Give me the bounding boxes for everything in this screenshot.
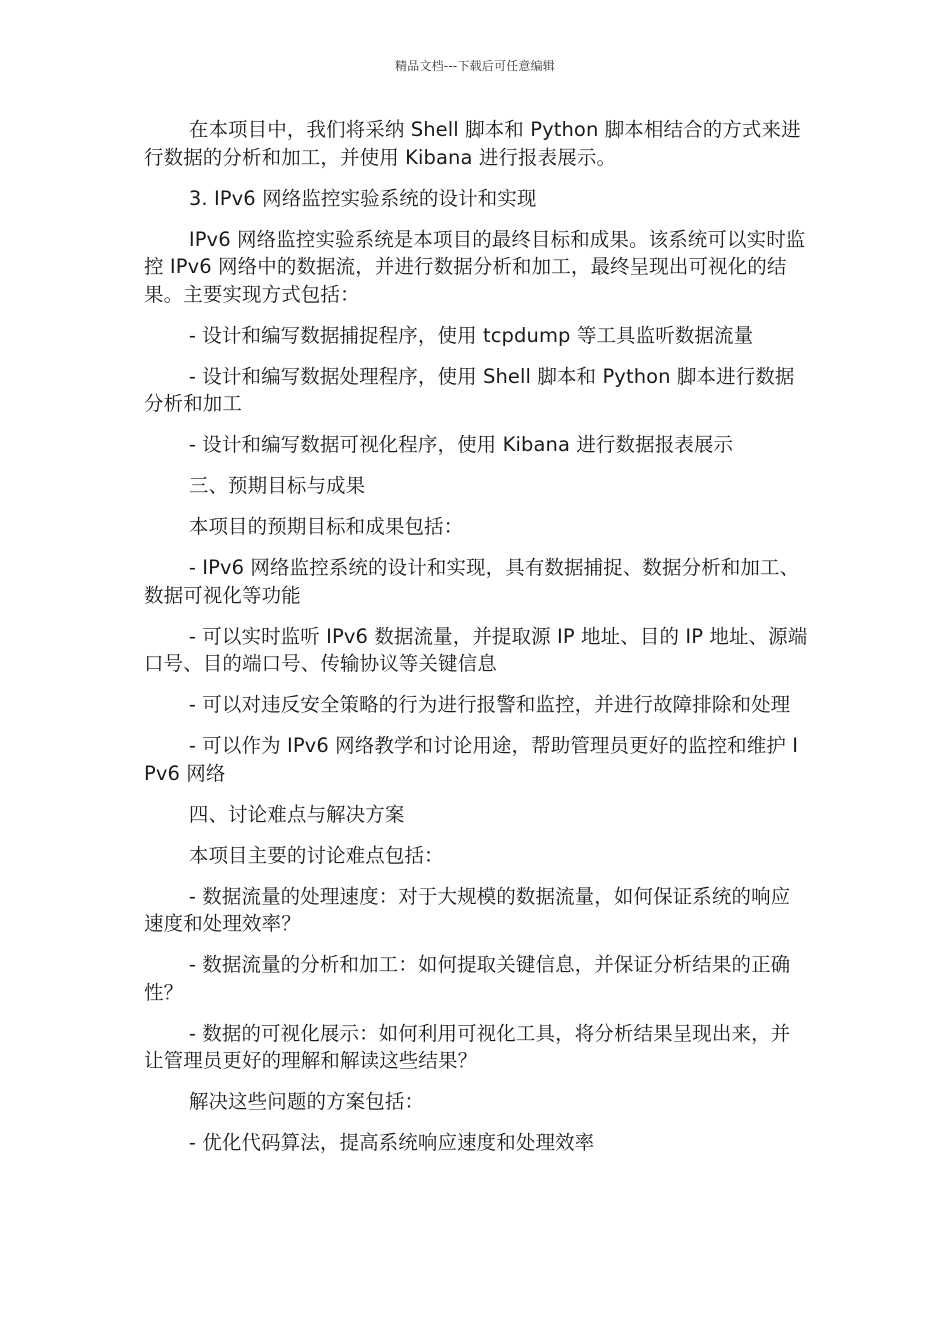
list-item-solution-optimize: - 优化代码算法，提高系统响应速度和处理效率 [188,1131,595,1154]
section-heading-system-design: 3. IPv6 网络监控实验系统的设计和实现 [188,186,537,210]
page-header: 精品文档---下载后可任意编辑 [395,59,555,73]
list-item-capture-program: - 设计和编写数据捕捉程序，使用 tcpdump 等工具监听数据流量 [188,323,754,347]
list-item-goal-monitoring: - 可以实时监听 IPv6 数据流量，并提取源 IP 地址、目的 IP 地址、源端口号、目的端口号、传输协议等关键信息 [144,624,808,675]
paragraph-goals-intro: 本项目的预期目标和成果包括： [188,515,464,538]
section-heading-difficulties: 四、讨论难点与解决方案 [188,802,405,826]
list-item-difficulty-analysis: - 数据流量的分析和加工：如何提取关键信息，并保证分析结果的正确性？ [144,953,791,1004]
list-item-goal-system: - IPv6 网络监控系统的设计和实现，具有数据捕捉、数据分析和加工、数据可视化等功能 [144,556,800,607]
list-item-visualization-program: - 设计和编写数据可视化程序，使用 Kibana 进行数据报表展示 [188,433,734,456]
paragraph-system-overview: IPv6 网络监控实验系统是本项目的最终目标和成果。该系统可以实时监控 IPv6 网络中的数据流，并进行数据分析和加工，最终呈现出可视化的结果。主要实现方式包括： [144,227,806,306]
list-item-difficulty-speed: - 数据流量的处理速度：对于大规模的数据流量，如何保证系统的响应速度和处理效率？ [144,884,791,935]
paragraph-solutions-intro: 解决这些问题的方案包括： [188,1090,425,1113]
paragraph-difficulties-intro: 本项目主要的讨论难点包括： [188,843,444,867]
list-item-difficulty-visualization: - 数据的可视化展示：如何利用可视化工具，将分析结果呈现出来，并让管理员更好的理解和解读这些结果？ [144,1021,791,1072]
paragraph-method-intro: 在本项目中，我们将采纳 Shell 脚本和 Python 脚本相结合的方式来进行数据的分析和加工，并使用 Kibana 进行报表展示。 [144,118,801,169]
list-item-goal-alerting: - 可以对违反安全策略的行为进行报警和监控，并进行故障排除和处理 [188,693,791,716]
section-heading-expected-goals: 三、预期目标与成果 [188,474,366,497]
list-item-goal-teaching: - 可以作为 IPv6 网络教学和讨论用途，帮助管理员更好的监控和维护 IPv6 网络 [144,734,799,785]
list-item-processing-program: - 设计和编写数据处理程序，使用 Shell 脚本和 Python 脚本进行数据分析和加工 [144,364,795,415]
document-body [144,116,808,1170]
